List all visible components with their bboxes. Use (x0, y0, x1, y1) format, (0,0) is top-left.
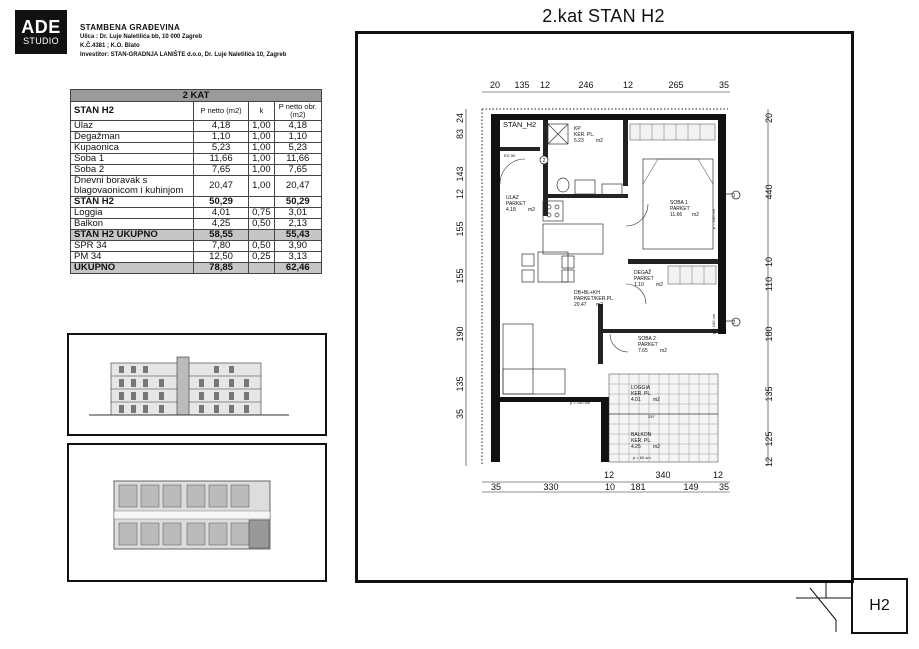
project-info (80, 22, 286, 60)
dimension-label: 10 (604, 482, 616, 492)
room-floor: PARKET (634, 276, 654, 282)
table-row (71, 208, 322, 219)
row-net-area: 1,10 (194, 132, 249, 143)
room-floor: KER. PL. (631, 391, 652, 397)
dimension-label: 155 (455, 221, 465, 237)
room-area-unit: m2 (692, 212, 699, 218)
sheet-corner-stamp (796, 580, 851, 632)
room-area: 11.66 (670, 212, 683, 218)
table-row (71, 230, 322, 241)
row-coefficient: 1,00 (249, 176, 275, 197)
marker-1-label: 1 (732, 193, 736, 199)
row-net-area: 7,80 (194, 241, 249, 252)
window-note-living: p = 100 cm (570, 400, 590, 405)
row-name: STAN H2 (71, 197, 194, 208)
bottom-dimensions-2 (491, 482, 729, 492)
row-coefficient: 1,00 (249, 154, 275, 165)
row-adjusted-area: 62,46 (274, 263, 321, 274)
dimension-label: 180 (764, 326, 774, 342)
heater-label: EG 50 (504, 153, 516, 158)
row-coefficient: 0,50 (249, 241, 275, 252)
row-net-area: 78,85 (194, 263, 249, 274)
area-table (70, 89, 322, 274)
window-note-soba1: p = 100 cm (711, 209, 716, 229)
table-floor-header: 2 KAT (71, 90, 322, 102)
room-area: 20.47 (574, 302, 587, 308)
dimension-label: 12 (622, 80, 634, 90)
table-row (71, 241, 322, 252)
room-area: 4.01 (631, 397, 641, 403)
row-coefficient: 0,50 (249, 219, 275, 230)
row-coefficient: 1,00 (249, 165, 275, 176)
room-area-unit: m2 (653, 397, 660, 403)
room-name: DEGAŽ (634, 270, 652, 276)
room-area: 7.65 (638, 348, 648, 354)
room-area-unit: m2 (596, 138, 603, 144)
dimension-label: 35 (455, 408, 465, 420)
dimension-label: 149 (683, 482, 699, 492)
row-coefficient: 0,25 (249, 252, 275, 263)
row-coefficient (249, 230, 275, 241)
room-area-unit: m2 (653, 444, 660, 450)
row-net-area: 58,55 (194, 230, 249, 241)
dimension-label: 20 (489, 80, 501, 90)
row-name: Kupaonica (71, 143, 194, 154)
dimension-label: 24 (455, 112, 465, 124)
dimension-label: 12 (603, 470, 615, 480)
dimension-label: 12 (539, 80, 551, 90)
dimension-label: 155 (455, 268, 465, 284)
project-investor: Investitor: STAN-GRADNJA LANIŠTE d.o.o, Dr. Luje Naletilića 10, Zagreb (80, 52, 287, 58)
dimension-label: 12 (712, 470, 724, 480)
column-header-name: STAN H2 (71, 102, 194, 121)
row-adjusted-area: 5,23 (274, 143, 321, 154)
column-header-k: k (249, 102, 275, 121)
table-row (71, 132, 322, 143)
top-dimensions (490, 80, 729, 90)
row-net-area: 50,29 (194, 197, 249, 208)
building-floorplan-thumbnail (67, 443, 327, 582)
row-adjusted-area: 20,47 (274, 176, 321, 197)
row-net-area: 20,47 (194, 176, 249, 197)
row-name: Dnevni boravak s blagovaonicom i kuhinjom (71, 176, 194, 197)
row-coefficient (249, 197, 275, 208)
logo-text-main: ADE (21, 17, 61, 37)
table-row (71, 176, 322, 197)
table-row (71, 154, 322, 165)
dimension-label: 190 (455, 326, 465, 342)
row-name: Soba 1 (71, 154, 194, 165)
room-floor: KER. PL. (631, 438, 652, 444)
room-name: ULAZ (506, 195, 519, 201)
row-coefficient: 1,00 (249, 121, 275, 132)
row-name: Degažman (71, 132, 194, 143)
dimension-label: 35 (490, 482, 502, 492)
dimension-label: 20 (764, 112, 774, 124)
row-adjusted-area: 7,65 (274, 165, 321, 176)
dimension-label: 110 (764, 276, 774, 292)
dimension-label: 181 (630, 482, 646, 492)
room-area-unit: m2 (660, 348, 667, 354)
row-name: UKUPNO (71, 263, 194, 274)
row-net-area: 4,25 (194, 219, 249, 230)
logo-text-sub: STUDIO (23, 36, 59, 46)
dimension-label: 135 (455, 376, 465, 392)
row-adjusted-area: 2,13 (274, 219, 321, 230)
row-net-area: 4,18 (194, 121, 249, 132)
loggia-width: 297 (648, 414, 655, 419)
project-parcel: K.Č.4381 ; K.O. Blato (80, 43, 140, 49)
dimension-label: 10 (764, 256, 774, 268)
room-area: 4.18 (506, 207, 516, 213)
row-name: STAN H2 UKUPNO (71, 230, 194, 241)
dimension-label: 143 (455, 166, 465, 182)
row-coefficient: 1,00 (249, 143, 275, 154)
balcony-note: p = 60 cm (633, 455, 651, 460)
room-area-unit: m2 (528, 207, 535, 213)
row-name: Ulaz (71, 121, 194, 132)
dimension-label: 246 (578, 80, 594, 90)
room-floor: PARKET (638, 342, 658, 348)
building-elevation-thumbnail (67, 333, 327, 436)
row-name: SPR 34 (71, 241, 194, 252)
row-net-area: 12,50 (194, 252, 249, 263)
dimension-label: 12 (764, 456, 774, 468)
sheet-code: H2 (869, 597, 890, 614)
room-name: LOGGIA (631, 385, 651, 391)
row-coefficient: 0,75 (249, 208, 275, 219)
room-name: KP (574, 126, 581, 132)
dimension-label: 135 (764, 386, 774, 402)
table-row (71, 121, 322, 132)
row-name: Soba 2 (71, 165, 194, 176)
dimension-label: 340 (655, 470, 671, 480)
room-name: SOBA 1 (670, 200, 688, 206)
row-adjusted-area: 4,18 (274, 121, 321, 132)
column-header-net-adjusted: P netto obr. (m2) (274, 102, 321, 121)
dimension-label: 125 (764, 431, 774, 447)
row-adjusted-area: 50,29 (274, 197, 321, 208)
room-area-unit: m2 (596, 302, 603, 308)
room-area: 1.10 (634, 282, 644, 288)
row-net-area: 4,01 (194, 208, 249, 219)
dimension-label: 35 (718, 482, 730, 492)
table-row (71, 197, 322, 208)
room-area: 4.25 (631, 444, 641, 450)
column-header-net: P netto (m2) (194, 102, 249, 121)
row-adjusted-area: 3,90 (274, 241, 321, 252)
dimension-label: 440 (764, 184, 774, 200)
marker-2b-label: 2 (542, 158, 546, 164)
floorplan-drawing (69, 445, 325, 580)
dimension-label: 83 (455, 128, 465, 140)
project-address: Ulica : Dr. Luje Naletilića bb, 10 000 Zagreb (80, 34, 203, 40)
apartment-floor-plan (358, 34, 851, 580)
project-title: STAMBENA GRAĐEVINA (80, 23, 181, 32)
row-adjusted-area: 3,01 (274, 208, 321, 219)
room-floor: PARKET/KER.PL. (574, 296, 615, 302)
room-name: SOBA 2 (638, 336, 656, 342)
table-row (71, 263, 322, 274)
dimension-label: 265 (668, 80, 684, 90)
row-adjusted-area: 3,13 (274, 252, 321, 263)
left-dimensions (455, 113, 465, 419)
row-coefficient (249, 263, 275, 274)
studio-logo (15, 10, 67, 54)
marker-2-label: 2 (732, 320, 736, 326)
elevation-drawing (69, 335, 325, 434)
room-name: BALKON (631, 432, 652, 438)
plan-title: 2.kat STAN H2 (542, 6, 665, 26)
table-row (71, 252, 322, 263)
row-net-area: 7,65 (194, 165, 249, 176)
room-area-unit: m2 (656, 282, 663, 288)
table-row (71, 219, 322, 230)
right-dimensions (764, 113, 774, 467)
table-row (71, 143, 322, 154)
plan-frame (355, 31, 854, 583)
sheet-code-box (851, 578, 908, 634)
bottom-dimensions-1 (604, 470, 723, 480)
window-note-soba2: p = 100 cm (711, 314, 716, 334)
row-net-area: 5,23 (194, 143, 249, 154)
row-adjusted-area: 1,10 (274, 132, 321, 143)
dimension-label: 135 (514, 80, 530, 90)
room-floor: PARKET (506, 201, 526, 207)
room-floor: PARKET (670, 206, 690, 212)
dimension-label: 35 (718, 80, 730, 90)
row-coefficient: 1,00 (249, 132, 275, 143)
room-floor: KER. PL. (574, 132, 595, 138)
room-area: 5.23 (574, 138, 584, 144)
table-row (71, 165, 322, 176)
unit-label: STAN_H2 (503, 120, 537, 129)
row-name: PM 34 (71, 252, 194, 263)
row-adjusted-area: 11,66 (274, 154, 321, 165)
room-name: DB+BL+KH (574, 290, 600, 296)
row-net-area: 11,66 (194, 154, 249, 165)
row-adjusted-area: 55,43 (274, 230, 321, 241)
dimension-label: 12 (455, 188, 465, 200)
row-name: Loggia (71, 208, 194, 219)
dimension-label: 330 (543, 482, 559, 492)
row-name: Balkon (71, 219, 194, 230)
